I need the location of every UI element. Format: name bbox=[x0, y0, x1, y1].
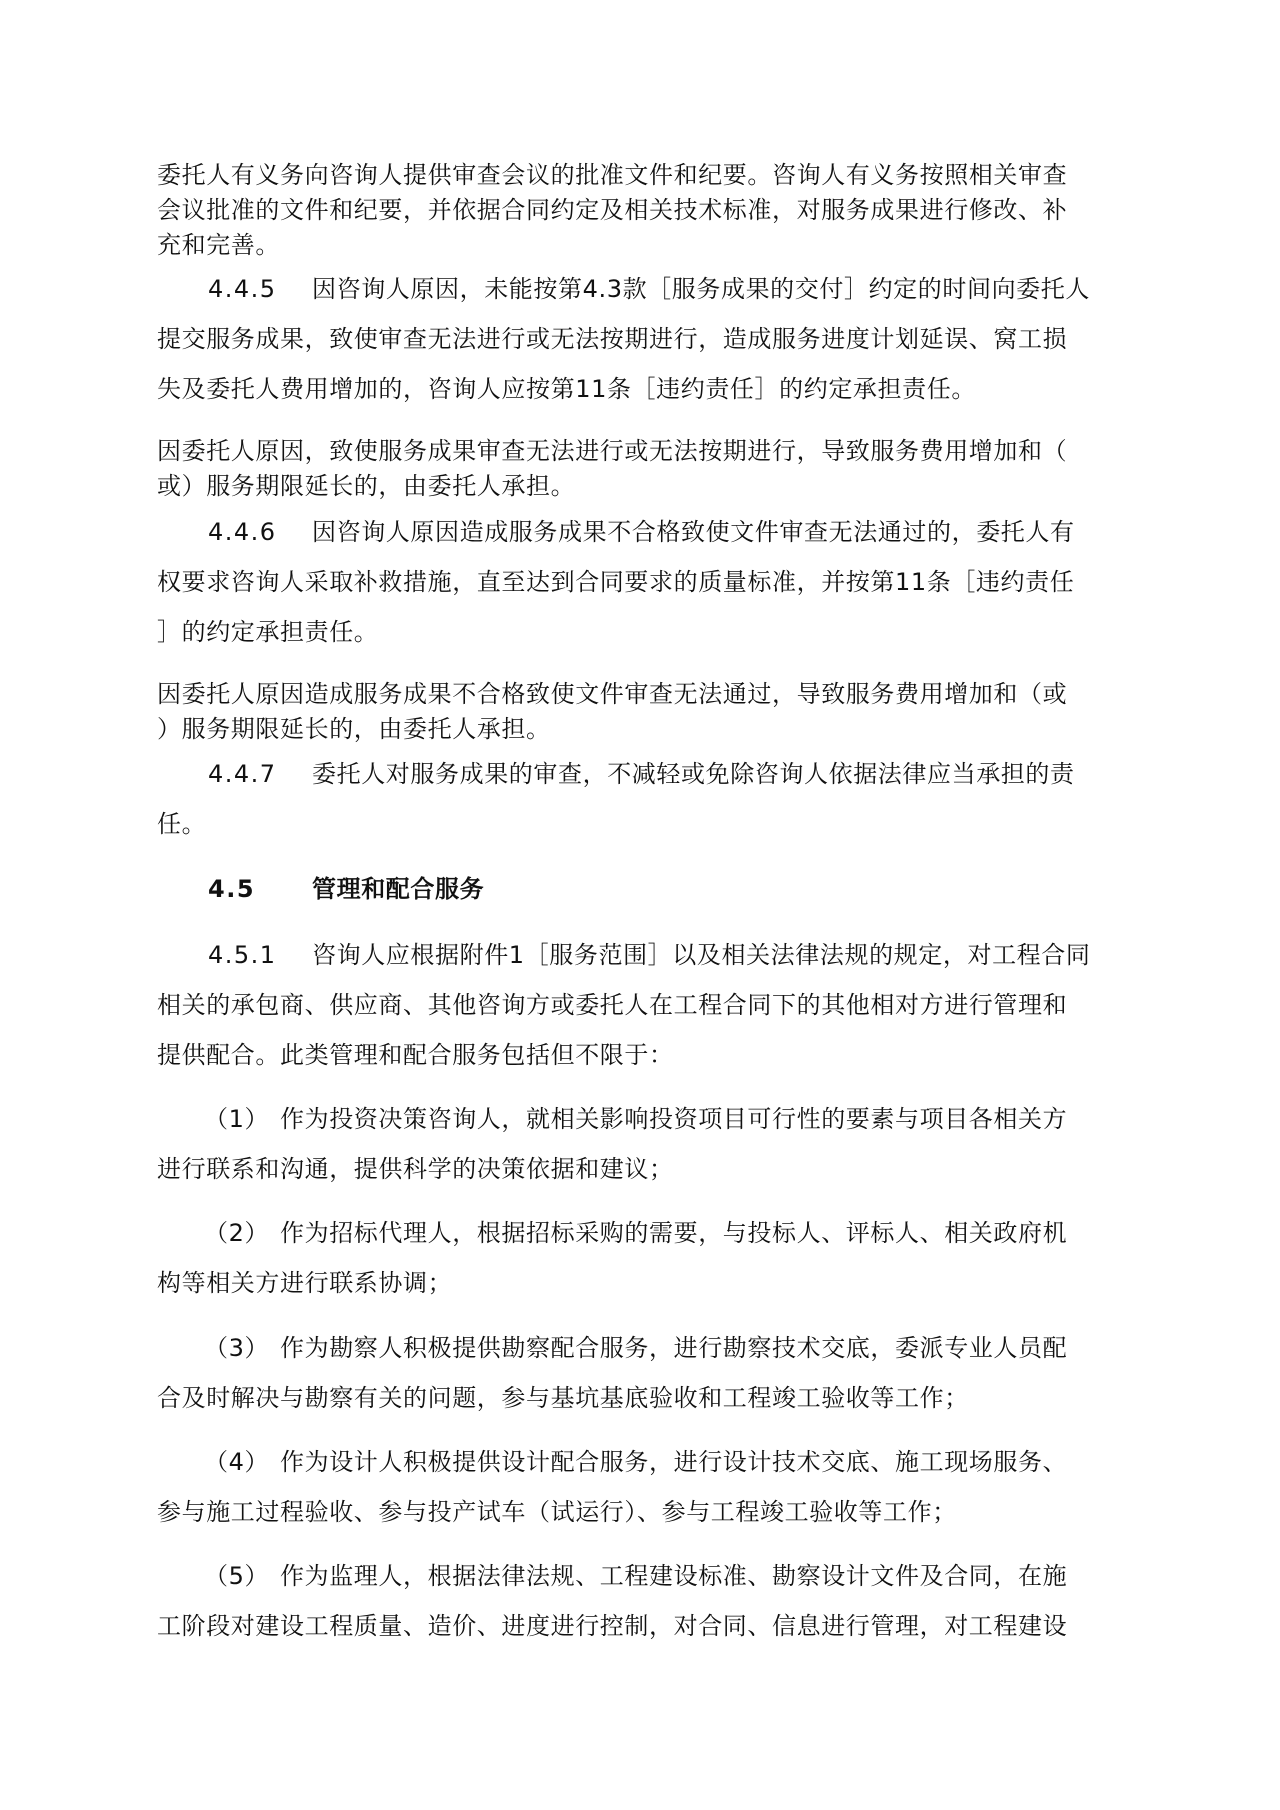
text-line: 提交服务成果，致使审查无法进行或无法按期进行，造成服务进度计划延误、窝工损 bbox=[157, 325, 1068, 353]
section-number: 4.5 bbox=[208, 875, 256, 903]
text-line: 失及委托人费用增加的，咨询人应按第11条［违约责任］的约定承担责任。 bbox=[157, 375, 976, 403]
text-line: 因咨询人原因，未能按第4.3款［服务成果的交付］约定的时间向委托人 bbox=[312, 275, 1090, 303]
list-item-text: 作为设计人积极提供设计配合服务，进行设计技术交底、施工现场服务、 bbox=[280, 1448, 1068, 1476]
list-item-text: 合及时解决与勘察有关的问题，参与基坑基底验收和工程竣工验收等工作； bbox=[157, 1384, 969, 1412]
text-line: 咨询人应根据附件1［服务范围］以及相关法律法规的规定，对工程合同 bbox=[312, 941, 1091, 969]
clause-number: 4.4.7 bbox=[208, 760, 277, 788]
list-item-text: 作为招标代理人，根据招标采购的需要，与投标人、评标人、相关政府机 bbox=[280, 1219, 1068, 1247]
text-line: 权要求咨询人采取补救措施，直至达到合同要求的质量标准，并按第11条［违约责任 bbox=[157, 568, 1075, 596]
text-line: ）服务期限延长的，由委托人承担。 bbox=[157, 715, 551, 743]
text-line: 因委托人原因造成服务成果不合格致使文件审查无法通过，导致服务费用增加和（或 bbox=[157, 680, 1068, 708]
text-line: 因委托人原因，致使服务成果审查无法进行或无法按期进行，导致服务费用增加和（ bbox=[157, 437, 1068, 465]
list-item-marker: （1） bbox=[204, 1105, 270, 1133]
clause-number: 4.4.6 bbox=[208, 518, 277, 546]
text-line: ］的约定承担责任。 bbox=[157, 618, 379, 646]
list-item-text: 进行联系和沟通，提供科学的决策依据和建议； bbox=[157, 1155, 674, 1183]
list-item-marker: （5） bbox=[204, 1562, 270, 1590]
list-item-text: 作为投资决策咨询人，就相关影响投资项目可行性的要素与项目各相关方 bbox=[280, 1105, 1068, 1133]
text-line: 委托人有义务向咨询人提供审查会议的批准文件和纪要。咨询人有义务按照相关审查 bbox=[157, 161, 1068, 189]
list-item-marker: （4） bbox=[204, 1448, 270, 1476]
text-line: 或）服务期限延长的，由委托人承担。 bbox=[157, 472, 576, 500]
text-line: 充和完善。 bbox=[157, 231, 280, 259]
clause-number: 4.5.1 bbox=[208, 941, 277, 969]
list-item-text: 作为勘察人积极提供勘察配合服务，进行勘察技术交底，委派专业人员配 bbox=[280, 1334, 1068, 1362]
clause-number: 4.4.5 bbox=[208, 275, 277, 303]
section-title: 管理和配合服务 bbox=[312, 875, 485, 903]
list-item-text: 构等相关方进行联系协调； bbox=[157, 1269, 453, 1297]
list-item-text: 作为监理人，根据法律法规、工程建设标准、勘察设计文件及合同，在施 bbox=[280, 1562, 1068, 1590]
text-line: 委托人对服务成果的审查，不减轻或免除咨询人依据法律应当承担的责 bbox=[312, 760, 1075, 788]
text-line: 相关的承包商、供应商、其他咨询方或委托人在工程合同下的其他相对方进行管理和 bbox=[157, 991, 1068, 1019]
list-item-marker: （3） bbox=[204, 1334, 270, 1362]
list-item-text: 工阶段对建设工程质量、造价、进度进行控制，对合同、信息进行管理，对工程建设 bbox=[157, 1612, 1068, 1640]
text-line: 任。 bbox=[157, 810, 207, 838]
list-item-marker: （2） bbox=[204, 1219, 270, 1247]
text-line: 因咨询人原因造成服务成果不合格致使文件审查无法通过的，委托人有 bbox=[312, 518, 1075, 546]
text-line: 提供配合。此类管理和配合服务包括但不限于： bbox=[157, 1041, 674, 1069]
list-item-text: 参与施工过程验收、参与投产试车（试运行）、参与工程竣工验收等工作； bbox=[157, 1498, 957, 1526]
text-line: 会议批准的文件和纪要，并依据合同约定及相关技术标准，对服务成果进行修改、补 bbox=[157, 196, 1068, 224]
